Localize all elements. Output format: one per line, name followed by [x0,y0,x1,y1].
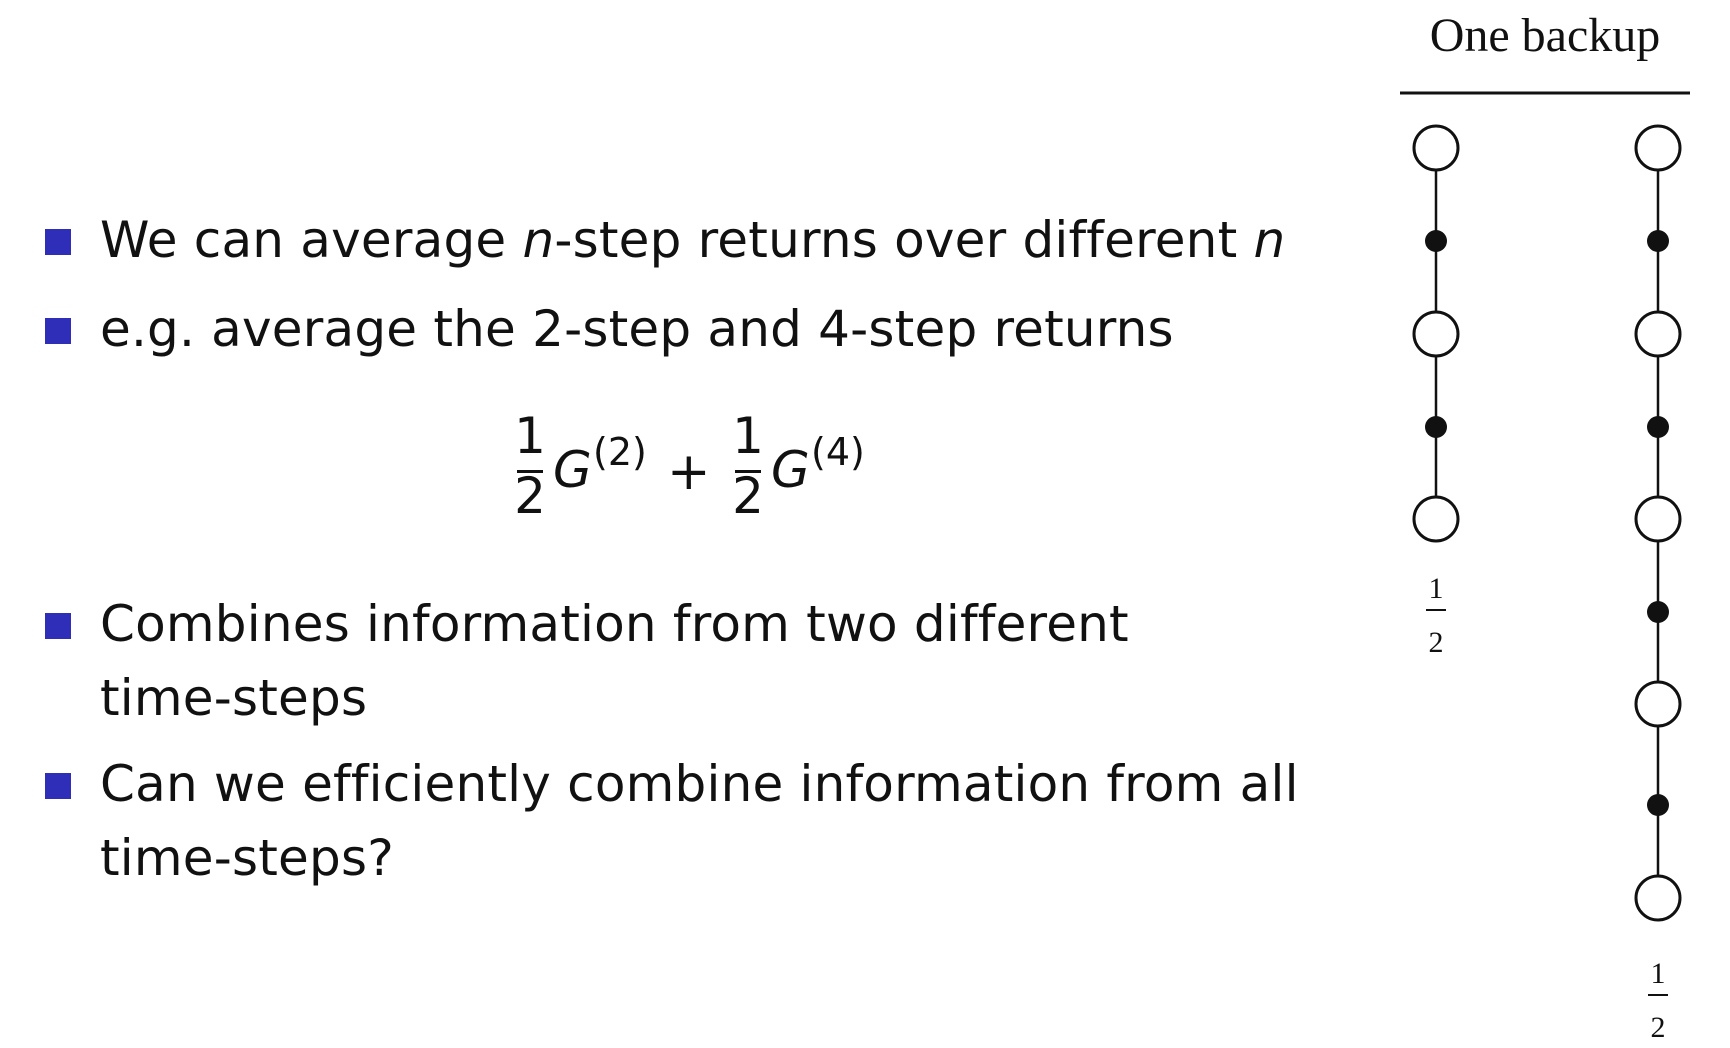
fraction-1-numerator: 1 [514,407,546,465]
action-node [1425,230,1447,252]
formula-superscript-1: (2) [593,430,647,474]
left-weight-numerator: 1 [1428,572,1444,605]
action-node [1647,601,1669,623]
formula-plus: + [667,442,711,502]
bullet-1-italic-n: n [522,211,555,269]
fraction-1-denominator: 2 [514,467,546,525]
bullet-1-text-a: We can average [100,211,523,269]
state-node [1636,876,1680,920]
fraction-2-denominator: 2 [732,467,764,525]
bullet-2-text: e.g. average the 2-step and 4-step returns [100,300,1174,358]
bullet-4-line-1: Can we efficiently combine information from all [100,755,1299,813]
state-node [1636,126,1680,170]
action-node [1425,416,1447,438]
four-step-backup-chain [1636,126,1680,920]
bullet-4-line-2: time-steps? [100,829,394,887]
fraction-2-numerator: 1 [732,407,764,465]
action-node [1647,794,1669,816]
state-node [1636,312,1680,356]
right-weight-denominator: 2 [1650,1011,1666,1044]
state-node [1636,682,1680,726]
bullet-3-line-2: time-steps [100,669,368,727]
diagram-title: One backup [1429,9,1661,62]
state-node [1636,497,1680,541]
formula-superscript-2: (4) [811,430,865,474]
state-node [1414,312,1458,356]
action-node [1647,416,1669,438]
two-step-backup-chain [1414,126,1458,541]
state-node [1414,126,1458,170]
bullet-1-italic-n2: n [1253,211,1286,269]
formula-g-1: G [553,441,592,499]
left-weight-denominator: 2 [1428,626,1444,659]
state-node [1414,497,1458,541]
action-node [1647,230,1669,252]
formula-g-2: G [771,441,810,499]
right-weight-numerator: 1 [1650,957,1666,990]
bullet-3-line-1: Combines information from two different [100,595,1129,653]
bullet-1-text-b: -step returns over different [554,211,1254,269]
